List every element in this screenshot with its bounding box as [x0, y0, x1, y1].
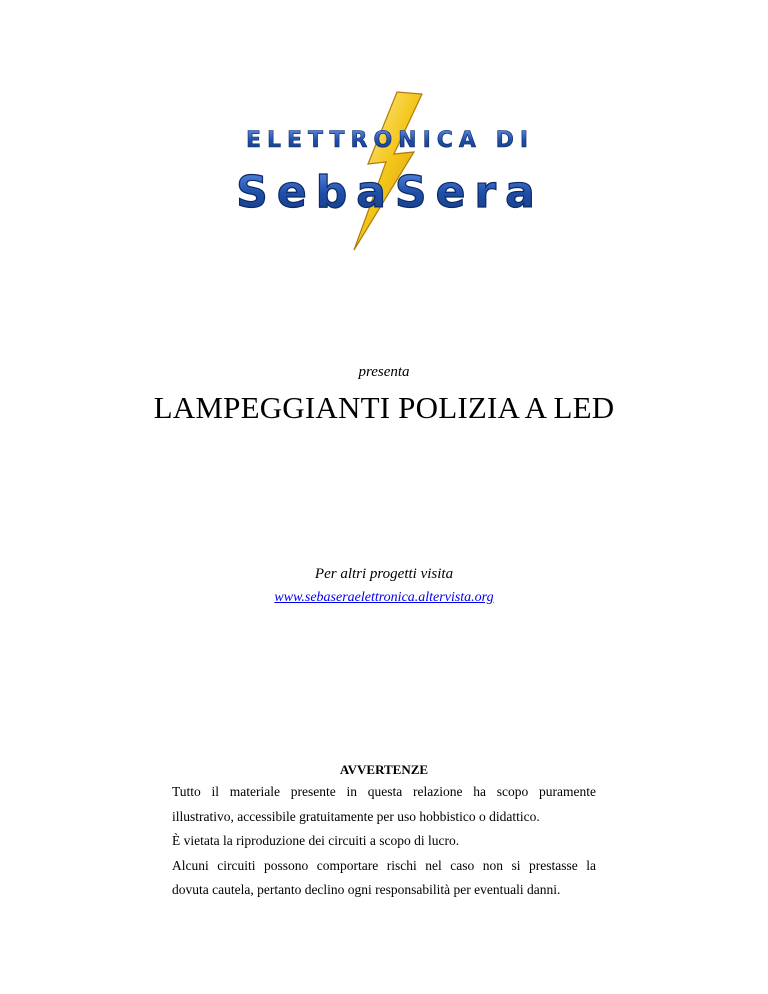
logo-line2: SebaSera — [236, 167, 544, 218]
page-title: LAMPEGGIANTI POLIZIA A LED — [153, 390, 615, 425]
warning-line: illustrativo, accessibile gratuitamente per uso hobbistico o didattico. — [172, 808, 540, 824]
website-link[interactable]: www.sebaseraelettronica.altervista.org — [274, 590, 494, 605]
logo-line1: ELETTRONICA DI — [245, 128, 535, 153]
visit-text: Per altri progetti visita — [314, 566, 454, 582]
warning-line: dovuta cautela, pertanto declino ogni responsabilità per eventuali danni. — [172, 882, 561, 897]
warning-line: È vietata la riproduzione dei circuiti a scopo di lucro. — [172, 833, 460, 848]
warning-body — [172, 780, 596, 903]
warning-line: Alcuni circuiti possono comportare rischi nel caso non si prestasse la — [172, 857, 596, 873]
warning-title: AVVERTENZE — [339, 762, 429, 777]
logo — [200, 90, 580, 260]
presenta-label: presenta — [358, 364, 410, 380]
warning-line: Tutto il materiale presente in questa relazione ha scopo puramente — [172, 784, 596, 799]
website-link-container — [0, 590, 768, 606]
